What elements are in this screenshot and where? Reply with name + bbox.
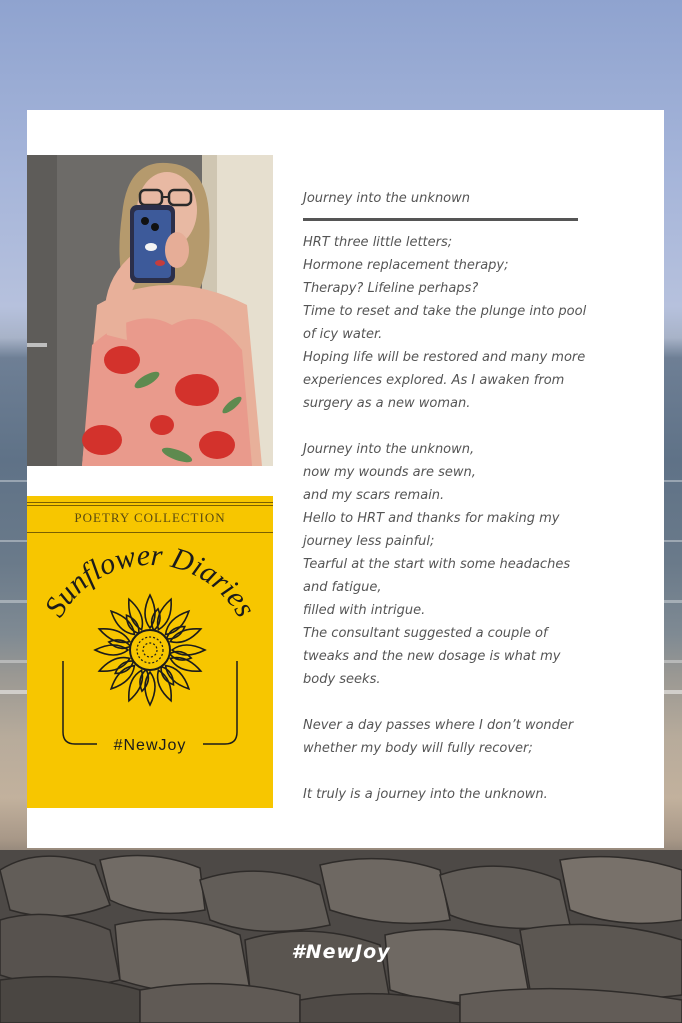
stanza-3: [303, 714, 643, 760]
stanza-2: [303, 438, 643, 691]
poem-line: whether my body will fully recover;: [303, 741, 533, 756]
poem-line: Hello to HRT and thanks for making my: [303, 511, 560, 526]
rocks-foreground: [0, 850, 682, 1023]
poem-line: and fatigue,: [303, 580, 382, 595]
poem-line: Hoping life will be restored and many more: [303, 350, 586, 365]
stanza-4: [303, 783, 643, 806]
selfie-illustration: [27, 155, 273, 466]
poem-line: It truly is a journey into the unknown.: [303, 787, 548, 802]
stanza-1: [303, 231, 643, 415]
poem-line: Never a day passes where I don’t wonder: [303, 718, 574, 733]
footer-hashtag: #NewJoy: [291, 941, 391, 963]
cover-kicker: POETRY COLLECTION: [74, 510, 226, 525]
cover-hashtag: #NewJoy: [113, 737, 187, 754]
poem-line: The consultant suggested a couple of: [303, 626, 548, 641]
poem-title: Journey into the unknown: [303, 191, 471, 206]
title-divider: [303, 218, 578, 221]
selfie-photo: [27, 155, 273, 466]
sunflower-icon: [95, 595, 205, 705]
poem-line: and my scars remain.: [303, 488, 445, 503]
poem-line: of icy water.: [303, 327, 383, 342]
poem-line: Hormone replacement therapy;: [303, 258, 509, 273]
poem-line: filled with intrigue.: [303, 603, 426, 618]
poem-line: now my wounds are sewn,: [303, 465, 476, 480]
poem-line: HRT three little letters;: [303, 235, 453, 250]
poem-line: tweaks and the new dosage is what my: [303, 649, 561, 664]
cover-title: Sunflower Diaries: [38, 538, 262, 623]
poem-line: surgery as a new woman.: [303, 396, 471, 411]
poem-line: experiences explored. As I awaken from: [303, 373, 565, 388]
poem-line: Therapy? Lifeline perhaps?: [303, 281, 479, 296]
poem-line: Time to reset and take the plunge into pool: [303, 304, 587, 319]
poem: [303, 187, 643, 806]
book-cover: [27, 496, 273, 808]
cover-art: [27, 536, 273, 806]
poem-line: Tearful at the start with some headaches: [303, 557, 571, 572]
poem-line: Journey into the unknown,: [303, 442, 475, 457]
poem-line: body seeks.: [303, 672, 381, 687]
poem-line: journey less painful;: [303, 534, 435, 549]
